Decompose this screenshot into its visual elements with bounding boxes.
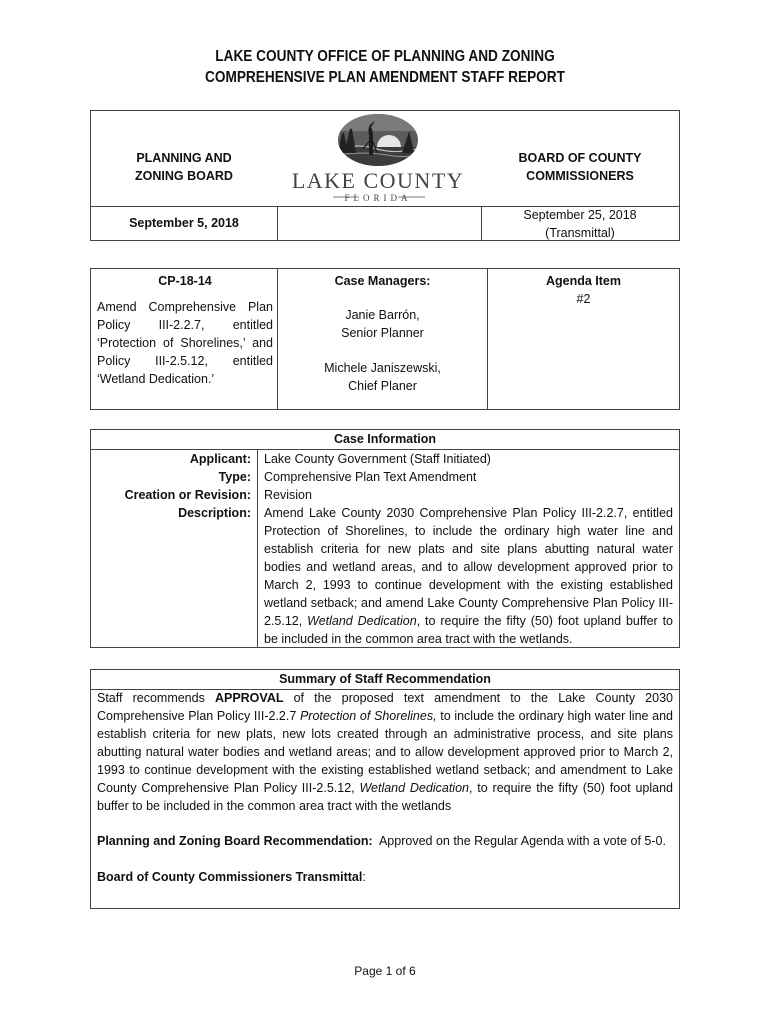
- description-text-2: , to require the fifty (50) foot upland buffer to be included in the common area tract with the wetlands.: [264, 614, 673, 646]
- bcc-date: September 25, 2018: [523, 208, 637, 222]
- bcc-transmittal: [97, 868, 673, 886]
- pzb-date: September 5, 2018: [129, 216, 239, 230]
- manager2-title: Chief Planer: [348, 379, 417, 393]
- bcc-label: [481, 149, 679, 185]
- report-title-line2: COMPREHENSIVE PLAN AMENDMENT STAFF REPORT: [205, 69, 565, 86]
- agenda-item-label: Agenda Item: [545, 274, 621, 288]
- type-label: Type:: [218, 470, 251, 484]
- description-italic: Wetland Dedication: [307, 614, 417, 628]
- staff-text-prefix: Staff recommends: [97, 691, 215, 705]
- lake-county-logo: [277, 113, 481, 205]
- creation-label: Creation or Revision:: [124, 488, 251, 502]
- description-value: [264, 504, 673, 648]
- staff-recommendation-text: [97, 689, 673, 815]
- bcc-date-block: [481, 206, 679, 242]
- staff-text-3: , to require the fifty (50) foot upland buffer to be included in the common area tract with the wetlands: [97, 781, 674, 813]
- case-description: Amend Comprehensive Plan Policy III-2.2.7, entitled ‘Protection of Shorelines,’ and Policy III-2.5.12, entitled ‘Wetland Dedication.’: [97, 300, 273, 386]
- pzb-recommendation-label: Planning and Zoning Board Recommendation:: [97, 834, 373, 848]
- case-summary-table: [90, 268, 680, 410]
- bcc-label-line2: COMMISSIONERS: [526, 169, 634, 183]
- staff-italic-1: Protection of Shorelines,: [299, 709, 437, 723]
- pzb-recommendation-value: Approved on the Regular Agenda with a vote of 5-0.: [372, 834, 666, 848]
- hearing-table: [90, 110, 680, 241]
- case-managers-label: Case Managers:: [334, 274, 431, 288]
- bcc-note: (Transmittal): [545, 226, 615, 240]
- page-number: Page 1 of 6: [354, 964, 416, 978]
- case-information-heading: Case Information: [333, 432, 437, 446]
- staff-italic-2: Wetland Dedication: [359, 781, 469, 795]
- bcc-label-line1: BOARD OF COUNTY: [518, 151, 642, 165]
- report-title-line1: LAKE COUNTY OFFICE OF PLANNING AND ZONING: [215, 48, 555, 65]
- case-information-table: [90, 429, 680, 648]
- creation-value: Revision: [264, 488, 312, 502]
- description-text-1: Amend Lake County 2030 Comprehensive Plan Policy III-2.2.7, entitled Protection of Shorelines, to include the ordinary high water line and establish criteria for new plats and site plans abutting natural water bodies and wetland areas, and to allow development approved prior to March 2, 1993 to continue development with the existing established wetland setback; and amend Lake County Comprehensive Plan Policy III-2.5.12,: [264, 506, 673, 628]
- staff-text-1: of the proposed text amendment to the Lake County 2030 Comprehensive Plan Policy III-2.2.7: [97, 691, 673, 723]
- bcc-transmittal-label: Board of County Commissioners Transmittal: [97, 870, 363, 884]
- pzb-recommendation: [97, 832, 673, 850]
- pzb-label-line2: ZONING BOARD: [135, 169, 233, 183]
- applicant-value: Lake County Government (Staff Initiated): [264, 452, 491, 466]
- case-number: CP-18-14: [158, 274, 212, 288]
- recommendation-table: [90, 669, 680, 909]
- heron-emblem-icon: [277, 113, 481, 205]
- agenda-item-number: #2: [576, 292, 591, 306]
- manager1-title: Senior Planner: [341, 326, 424, 340]
- staff-approval: APPROVAL: [214, 691, 284, 705]
- agenda-cell: [488, 272, 679, 308]
- pzb-label: [91, 149, 277, 185]
- staff-text-2: to include the ordinary high water line and establish criteria for new plats, new lots created through an administrative process, and site plans abutting natural water bodies and wetland areas; and to allow development approved prior to March 2, 1993 to continue development with the existing established wetland setback; and amendment to Lake County Comprehensive Plan Policy III-2.5.12,: [97, 709, 673, 795]
- type-value: Comprehensive Plan Text Amendment: [264, 470, 477, 484]
- case-managers-cell: [278, 272, 487, 395]
- description-label: Description:: [178, 506, 251, 520]
- logo-subtitle: FLORIDA: [344, 193, 412, 203]
- logo-wordmark: LAKE COUNTY: [291, 168, 465, 193]
- bcc-transmittal-colon: :: [362, 870, 366, 884]
- pzb-label-line1: PLANNING AND: [136, 151, 232, 165]
- manager1-name: Janie Barrón,: [345, 308, 420, 322]
- applicant-label: Applicant:: [189, 452, 251, 466]
- manager2-name: Michele Janiszewski,: [324, 361, 441, 375]
- recommendation-heading: Summary of Staff Recommendation: [279, 672, 491, 686]
- case-cell: [97, 272, 273, 388]
